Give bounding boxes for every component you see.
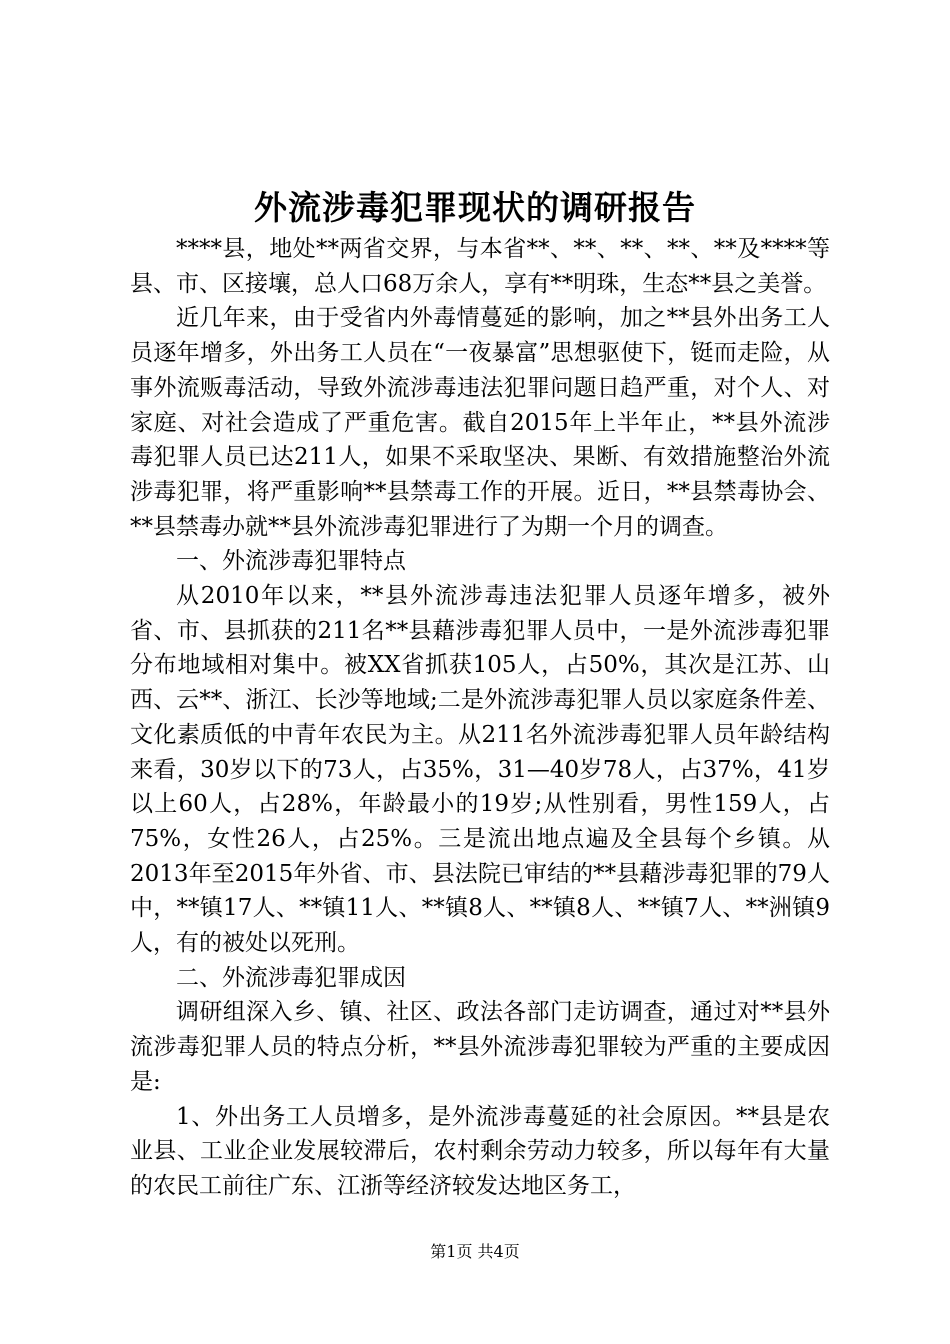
section-heading-characteristics: 一、外流涉毒犯罪特点 xyxy=(176,548,406,575)
paragraph-cause-1: 1、外出务工人员增多，是外流涉毒蔓延的社会原因。**县是农业县、工业企业发展较滞后，农村剩余劳动力较多，所以每年有大量的农民工前往广东、江浙等经济较发达地区务工， xyxy=(130,1103,830,1199)
paragraph-characteristics: 从2010年以来，**县外流涉毒违法犯罪人员逐年增多，被外省、市、县抓获的211名**县藉涉毒犯罪人员中，一是外流涉毒犯罪分布地域相对集中。被XX省抓获105人，占50%，其次是江苏、山西、云**、浙江、长沙等地域;二是外流涉毒犯罪人员以家庭条件差、文化素质低的中青年农民为主。从211名外流涉毒犯罪人员年龄结构来看，30岁以下的73人，占35%，31—40岁78人，占37%，41岁以上60人，占28%，年龄最小的19岁;从性别看，男性159人，占75%，女性26人，占25%。三是流出地点遍及全县每个乡镇。从2013年至2015年外省、市、县法院已审结的**县藉涉毒犯罪的79人中，**镇17人、**镇11人、**镇8人、**镇8人、**镇7人、**洲镇9人，有的被处以死刑。 xyxy=(130,583,830,957)
paragraph-intro: ****县，地处**两省交界，与本省**、**、**、**、**及****等县、市、区接壤，总人口68万余人，享有**明珠，生态**县之美誉。 xyxy=(130,236,830,297)
section-heading-causes: 二、外流涉毒犯罪成因 xyxy=(176,964,406,991)
paragraph-causes-intro: 调研组深入乡、镇、社区、政法各部门走访调查，通过对**县外流涉毒犯罪人员的特点分析，**县外流涉毒犯罪较为严重的主要成因是: xyxy=(130,999,830,1095)
page-number-footer: 第1页 共4页 xyxy=(430,1242,520,1261)
document-body xyxy=(130,232,830,1204)
document-title: 外流涉毒犯罪现状的调研报告 xyxy=(254,188,696,227)
paragraph-background: 近几年来，由于受省内外毒情蔓延的影响，加之**县外出务工人员逐年增多，外出务工人员在“一夜暴富”思想驱使下，铤而走险，从事外流贩毒活动，导致外流涉毒违法犯罪问题日趋严重，对个人、对家庭、对社会造成了严重危害。截自2015年上半年止，**县外流涉毒犯罪人员已达211人，如果不采取坚决、果断、有效措施整治外流涉毒犯罪，将严重影响**县禁毒工作的开展。近日，**县禁毒协会、**县禁毒办就**县外流涉毒犯罪进行了为期一个月的调查。 xyxy=(130,305,830,540)
